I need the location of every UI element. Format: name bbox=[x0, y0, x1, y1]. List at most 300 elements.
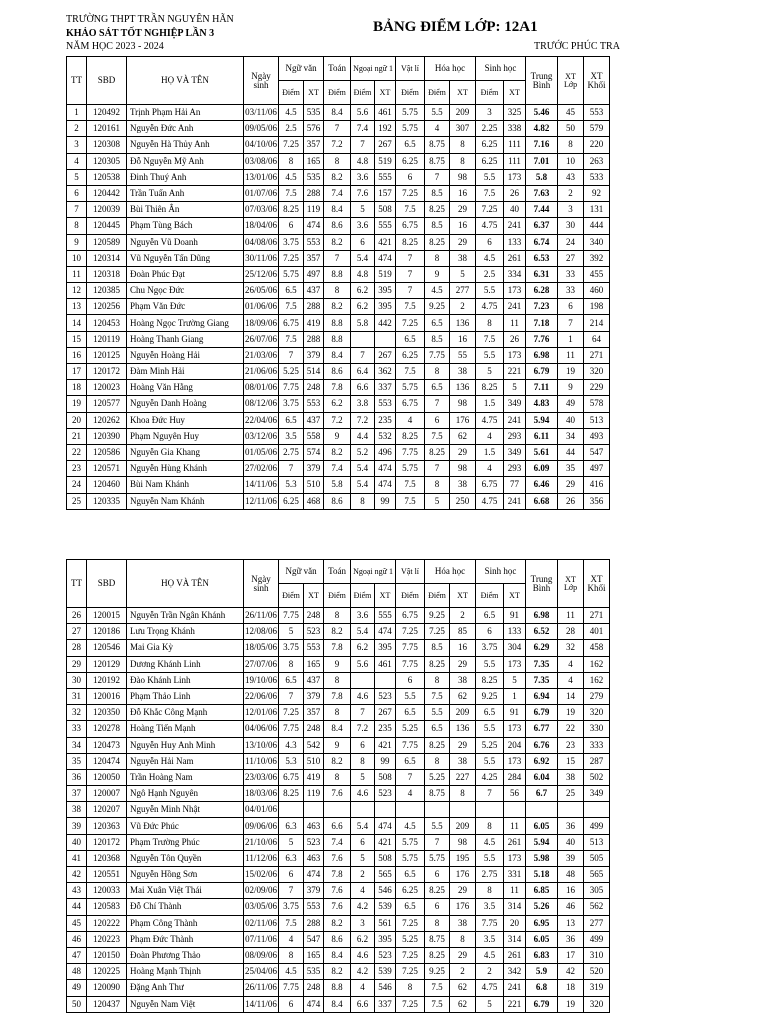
table-cell: 120546 bbox=[87, 640, 127, 656]
table-cell: 8.2 bbox=[324, 444, 351, 460]
table-cell: 5 bbox=[504, 380, 526, 396]
table-cell bbox=[425, 802, 450, 818]
table-cell: 510 bbox=[304, 477, 324, 493]
table-cell: 455 bbox=[584, 266, 610, 282]
table-cell: 120225 bbox=[87, 964, 127, 980]
table-cell: 7.25 bbox=[396, 624, 425, 640]
table-cell: 6.52 bbox=[526, 624, 558, 640]
table-cell: Đào Khánh Linh bbox=[127, 672, 244, 688]
table-cell: 8.75 bbox=[425, 153, 450, 169]
table-cell: 16 bbox=[450, 331, 476, 347]
header-biology: Sinh học bbox=[476, 560, 526, 584]
sub-score: Điểm bbox=[476, 81, 504, 105]
table-cell: 395 bbox=[375, 283, 396, 299]
table-cell: 38 bbox=[450, 250, 476, 266]
table-cell: 8.2 bbox=[324, 234, 351, 250]
table-cell: 461 bbox=[375, 656, 396, 672]
table-cell: 6.25 bbox=[476, 137, 504, 153]
table-cell: Đinh Thuý Anh bbox=[127, 169, 244, 185]
table-cell: 7.2 bbox=[324, 412, 351, 428]
table-cell: 6.6 bbox=[324, 818, 351, 834]
header-name: HỌ VÀ TÊN bbox=[127, 57, 244, 105]
table-cell: 241 bbox=[504, 218, 526, 234]
table-cell: 248 bbox=[304, 608, 324, 624]
table-cell: 8.25 bbox=[476, 672, 504, 688]
table-row bbox=[67, 428, 610, 444]
table-cell: 98 bbox=[450, 834, 476, 850]
table-cell: 6.25 bbox=[396, 883, 425, 899]
table-cell: 38 bbox=[558, 769, 584, 785]
table-cell: 8.75 bbox=[425, 786, 450, 802]
table-cell: 8 bbox=[324, 283, 351, 299]
table-cell: 19 bbox=[67, 396, 87, 412]
table-cell: 539 bbox=[375, 964, 396, 980]
table-cell: 62 bbox=[450, 428, 476, 444]
table-cell: 3.5 bbox=[476, 931, 504, 947]
table-cell: 6.5 bbox=[279, 672, 304, 688]
table-cell: Hoàng Tiến Mạnh bbox=[127, 721, 244, 737]
table-cell: 474 bbox=[375, 461, 396, 477]
table-cell: 553 bbox=[584, 105, 610, 121]
table-cell: 7.25 bbox=[279, 137, 304, 153]
table-cell: 555 bbox=[375, 169, 396, 185]
table-cell: 4.75 bbox=[476, 412, 504, 428]
table-cell: 38 bbox=[450, 753, 476, 769]
table-cell: 5.2 bbox=[351, 444, 375, 460]
table-cell: 5 bbox=[351, 202, 375, 218]
header-average: Trung Bình bbox=[526, 57, 558, 105]
table-cell: 576 bbox=[304, 121, 324, 137]
table-cell: 7.75 bbox=[279, 380, 304, 396]
table-cell: 120192 bbox=[87, 672, 127, 688]
table-cell: 349 bbox=[584, 786, 610, 802]
table-cell: 288 bbox=[304, 915, 324, 931]
table-cell: 7.16 bbox=[526, 137, 558, 153]
table-cell bbox=[279, 802, 304, 818]
table-cell: 26 bbox=[504, 185, 526, 201]
table-cell: 7.5 bbox=[279, 915, 304, 931]
table-cell: 8.25 bbox=[476, 380, 504, 396]
table-cell: 120453 bbox=[87, 315, 127, 331]
table-cell: 6.94 bbox=[526, 688, 558, 704]
table-cell: 5.25 bbox=[425, 769, 450, 785]
table-cell: 320 bbox=[584, 705, 610, 721]
table-cell: 277 bbox=[450, 283, 476, 299]
table-cell: 7.5 bbox=[396, 202, 425, 218]
table-cell: 26/11/06 bbox=[244, 980, 279, 996]
table-cell: 8.8 bbox=[324, 266, 351, 282]
table-cell: Mai Gia Kỳ bbox=[127, 640, 244, 656]
table-cell: 8.4 bbox=[324, 105, 351, 121]
table-cell: 7.5 bbox=[425, 980, 450, 996]
table-cell: Trịnh Phạm Hải An bbox=[127, 105, 244, 121]
table-cell bbox=[324, 802, 351, 818]
table-cell: 7 bbox=[396, 769, 425, 785]
table-cell: 338 bbox=[504, 121, 526, 137]
table-cell: 85 bbox=[450, 624, 476, 640]
table-cell: 6.53 bbox=[526, 250, 558, 266]
table-cell: 43 bbox=[558, 169, 584, 185]
table-cell: 6.25 bbox=[396, 153, 425, 169]
table-cell: 7.8 bbox=[324, 688, 351, 704]
table-cell: 32 bbox=[558, 640, 584, 656]
table-cell: 8 bbox=[476, 315, 504, 331]
table-cell: 7.63 bbox=[526, 185, 558, 201]
table-cell: 493 bbox=[584, 428, 610, 444]
table-cell: 120363 bbox=[87, 818, 127, 834]
table-cell: 7.5 bbox=[425, 996, 450, 1012]
review-status: TRƯỚC PHÚC TRA bbox=[534, 41, 620, 52]
table-cell: 8.25 bbox=[279, 786, 304, 802]
table-cell: 4 bbox=[558, 672, 584, 688]
table-cell: 288 bbox=[304, 299, 324, 315]
table-row bbox=[67, 915, 610, 931]
table-cell: 7.75 bbox=[396, 737, 425, 753]
table-cell: 520 bbox=[584, 964, 610, 980]
table-cell bbox=[375, 802, 396, 818]
table-cell: Vũ Đức Phúc bbox=[127, 818, 244, 834]
grade-table-1 bbox=[66, 56, 610, 510]
table-cell: 5.4 bbox=[351, 250, 375, 266]
table-cell: 8.8 bbox=[324, 980, 351, 996]
table-cell: 535 bbox=[304, 169, 324, 185]
table-cell: 11 bbox=[504, 883, 526, 899]
table-cell: Đoàn Phúc Đạt bbox=[127, 266, 244, 282]
table-cell: 8 bbox=[425, 672, 450, 688]
table-cell: 77 bbox=[504, 477, 526, 493]
table-row bbox=[67, 996, 610, 1012]
table-cell: 43 bbox=[67, 883, 87, 899]
table-cell: 305 bbox=[584, 883, 610, 899]
table-cell: 502 bbox=[584, 769, 610, 785]
table-cell: 8.25 bbox=[425, 947, 450, 963]
table-cell: 08/01/06 bbox=[244, 380, 279, 396]
table-cell: 120577 bbox=[87, 396, 127, 412]
table-cell: 133 bbox=[504, 234, 526, 250]
table-cell: 5.75 bbox=[396, 105, 425, 121]
table-cell: 6.28 bbox=[526, 283, 558, 299]
table-cell: 120318 bbox=[87, 266, 127, 282]
table-row bbox=[67, 364, 610, 380]
header-foreign: Ngoại ngữ 1 bbox=[351, 560, 396, 584]
table-cell: 437 bbox=[304, 283, 324, 299]
table-cell: 11/10/06 bbox=[244, 753, 279, 769]
table-cell: 11 bbox=[558, 347, 584, 363]
table-cell: 5.46 bbox=[526, 105, 558, 121]
table-cell: Phạm Công Thành bbox=[127, 915, 244, 931]
table-cell: Trần Tuấn Anh bbox=[127, 185, 244, 201]
table-cell: 6 bbox=[425, 412, 450, 428]
table-cell: 539 bbox=[375, 899, 396, 915]
table-cell: 5.25 bbox=[396, 721, 425, 737]
table-cell: 120222 bbox=[87, 915, 127, 931]
table-cell: 250 bbox=[450, 493, 476, 509]
table-cell: 56 bbox=[504, 786, 526, 802]
table-cell: 437 bbox=[304, 672, 324, 688]
table-row bbox=[67, 980, 610, 996]
table-cell: 119 bbox=[304, 202, 324, 218]
sub-score: Điểm bbox=[425, 584, 450, 608]
table-cell: 7.25 bbox=[396, 315, 425, 331]
table-cell: 463 bbox=[304, 818, 324, 834]
table-cell: 26 bbox=[67, 608, 87, 624]
table-cell: 248 bbox=[304, 980, 324, 996]
table-cell: 4.4 bbox=[351, 428, 375, 444]
table-cell: 20 bbox=[67, 412, 87, 428]
table-cell: 176 bbox=[450, 412, 476, 428]
table-cell: 395 bbox=[375, 299, 396, 315]
table-cell: 8.8 bbox=[324, 331, 351, 347]
table-cell: 29 bbox=[558, 477, 584, 493]
table-cell: 7.75 bbox=[476, 915, 504, 931]
table-cell: Nguyễn Trần Ngân Khánh bbox=[127, 608, 244, 624]
table-row bbox=[67, 656, 610, 672]
table-cell: 565 bbox=[584, 867, 610, 883]
table-cell: 6.5 bbox=[476, 608, 504, 624]
table-cell: 195 bbox=[450, 850, 476, 866]
table-cell: 320 bbox=[584, 996, 610, 1012]
table-cell: 4 bbox=[279, 931, 304, 947]
table-cell: 173 bbox=[504, 347, 526, 363]
table-cell: 6.77 bbox=[526, 721, 558, 737]
table-cell: 17 bbox=[558, 947, 584, 963]
table-cell: 41 bbox=[67, 850, 87, 866]
table-cell: 8.25 bbox=[425, 737, 450, 753]
table-cell: 553 bbox=[375, 396, 396, 412]
table-cell: 6.79 bbox=[526, 364, 558, 380]
table-cell: 16 bbox=[67, 347, 87, 363]
table-cell bbox=[396, 802, 425, 818]
table-cell: 6.5 bbox=[396, 899, 425, 915]
table-cell: 8 bbox=[476, 818, 504, 834]
table-cell: 334 bbox=[504, 266, 526, 282]
table-cell: 40 bbox=[504, 202, 526, 218]
table-cell: 5.5 bbox=[425, 818, 450, 834]
table-cell: 2 bbox=[558, 185, 584, 201]
header-physics: Vật lí bbox=[396, 57, 425, 81]
table-row bbox=[67, 299, 610, 315]
table-cell: 11 bbox=[504, 315, 526, 331]
table-cell: 4.5 bbox=[476, 947, 504, 963]
table-cell: 8 bbox=[558, 137, 584, 153]
table-cell: 8 bbox=[450, 786, 476, 802]
table-cell: 5.9 bbox=[526, 964, 558, 980]
table-cell: 01/06/06 bbox=[244, 299, 279, 315]
table-cell: 7.2 bbox=[324, 137, 351, 153]
table-cell: Dương Khánh Linh bbox=[127, 656, 244, 672]
table-cell: 8.2 bbox=[324, 624, 351, 640]
table-cell: 499 bbox=[584, 818, 610, 834]
table-cell: Hoàng Văn Hằng bbox=[127, 380, 244, 396]
table-cell: 4 bbox=[425, 121, 450, 137]
table-cell: 21/06/06 bbox=[244, 364, 279, 380]
table-cell: 36 bbox=[558, 931, 584, 947]
table-cell: 11 bbox=[504, 818, 526, 834]
table-cell: 7.5 bbox=[396, 364, 425, 380]
table-row bbox=[67, 883, 610, 899]
table-cell: 3.75 bbox=[279, 234, 304, 250]
table-cell: 08/09/06 bbox=[244, 947, 279, 963]
table-cell: Nguyễn Hồng Sơn bbox=[127, 867, 244, 883]
table-row bbox=[67, 737, 610, 753]
table-cell: 5.8 bbox=[351, 315, 375, 331]
table-cell: 120571 bbox=[87, 461, 127, 477]
table-cell: 48 bbox=[67, 964, 87, 980]
table-cell: 08/12/06 bbox=[244, 396, 279, 412]
table-cell: 6 bbox=[67, 185, 87, 201]
table-cell: 7.11 bbox=[526, 380, 558, 396]
table-cell: 120460 bbox=[87, 477, 127, 493]
table-cell: 91 bbox=[504, 705, 526, 721]
table-cell: 7 bbox=[351, 347, 375, 363]
table-cell: 120390 bbox=[87, 428, 127, 444]
header-literature: Ngữ văn bbox=[279, 57, 324, 81]
table-cell: 120492 bbox=[87, 105, 127, 121]
sub-rank: XT bbox=[375, 584, 396, 608]
table-cell: 29 bbox=[450, 444, 476, 460]
table-row bbox=[67, 672, 610, 688]
table-cell: 6.79 bbox=[526, 996, 558, 1012]
table-cell: Nguyễn Minh Nhật bbox=[127, 802, 244, 818]
table-cell: 98 bbox=[450, 169, 476, 185]
table-cell: 120589 bbox=[87, 234, 127, 250]
table-cell: 271 bbox=[584, 347, 610, 363]
table-cell: 546 bbox=[375, 883, 396, 899]
table-row bbox=[67, 477, 610, 493]
table-cell: 513 bbox=[584, 834, 610, 850]
table-cell: 8 bbox=[324, 672, 351, 688]
table-cell: 13 bbox=[67, 299, 87, 315]
table-cell: 120007 bbox=[87, 786, 127, 802]
table-cell: Nguyễn Danh Hoàng bbox=[127, 396, 244, 412]
table-cell: 7.6 bbox=[324, 883, 351, 899]
table-cell: 553 bbox=[304, 234, 324, 250]
table-cell: 13/01/06 bbox=[244, 169, 279, 185]
table-cell: 9 bbox=[558, 380, 584, 396]
table-cell: 55 bbox=[450, 347, 476, 363]
table-cell: Đoàn Phương Thảo bbox=[127, 947, 244, 963]
table-cell: 1 bbox=[504, 688, 526, 704]
table-cell: 535 bbox=[304, 105, 324, 121]
table-cell: 8.4 bbox=[324, 947, 351, 963]
table-cell: 120015 bbox=[87, 608, 127, 624]
table-cell: 7.25 bbox=[396, 185, 425, 201]
header-chemistry: Hóa học bbox=[425, 560, 476, 584]
table-cell: 9.25 bbox=[425, 608, 450, 624]
table-cell: 8.25 bbox=[396, 428, 425, 444]
table-cell: 6.05 bbox=[526, 931, 558, 947]
table-cell: 4.8 bbox=[351, 153, 375, 169]
table-cell: 533 bbox=[584, 169, 610, 185]
table-cell: 3.5 bbox=[279, 428, 304, 444]
table-cell: 6.75 bbox=[396, 218, 425, 234]
table-cell: 6.5 bbox=[396, 753, 425, 769]
table-cell: 419 bbox=[304, 315, 324, 331]
table-cell: 4.5 bbox=[425, 283, 450, 299]
table-cell: 16 bbox=[450, 185, 476, 201]
table-cell: 214 bbox=[584, 315, 610, 331]
table-cell: 2 bbox=[450, 299, 476, 315]
table-cell: 5 bbox=[67, 169, 87, 185]
table-cell: 7.5 bbox=[396, 477, 425, 493]
table-cell: 5.4 bbox=[351, 624, 375, 640]
table-cell: 98 bbox=[450, 461, 476, 477]
table-cell: 8.6 bbox=[324, 493, 351, 509]
table-cell: 4.83 bbox=[526, 396, 558, 412]
table-cell: 7 bbox=[425, 834, 450, 850]
table-cell: 120305 bbox=[87, 153, 127, 169]
table-cell: 277 bbox=[584, 915, 610, 931]
table-cell: 173 bbox=[504, 169, 526, 185]
table-cell: 27/07/06 bbox=[244, 656, 279, 672]
table-cell: Đàm Minh Hải bbox=[127, 364, 244, 380]
table-cell: 7.25 bbox=[425, 624, 450, 640]
table-cell: 3.6 bbox=[351, 608, 375, 624]
header-sbd: SBD bbox=[87, 560, 127, 608]
table-cell: 553 bbox=[304, 899, 324, 915]
table-cell: 15 bbox=[67, 331, 87, 347]
table-cell: 173 bbox=[504, 850, 526, 866]
table-cell: 25 bbox=[67, 493, 87, 509]
table-cell: 241 bbox=[504, 412, 526, 428]
table-cell: 5.25 bbox=[279, 364, 304, 380]
table-cell: 8.5 bbox=[425, 185, 450, 201]
table-cell: 99 bbox=[375, 753, 396, 769]
table-cell: 1 bbox=[67, 105, 87, 121]
table-cell: 6.5 bbox=[476, 705, 504, 721]
table-cell: 44 bbox=[558, 444, 584, 460]
table-cell bbox=[558, 802, 584, 818]
table-row bbox=[67, 850, 610, 866]
table-cell: 555 bbox=[375, 218, 396, 234]
table-cell: 8.5 bbox=[425, 640, 450, 656]
table-cell: 120119 bbox=[87, 331, 127, 347]
table-cell: 136 bbox=[450, 315, 476, 331]
table-cell: 7.18 bbox=[526, 315, 558, 331]
table-cell: 8 bbox=[450, 153, 476, 169]
table-cell: 7.25 bbox=[279, 705, 304, 721]
table-cell: 4.5 bbox=[476, 834, 504, 850]
table-cell: 38 bbox=[450, 915, 476, 931]
table-cell: 227 bbox=[450, 769, 476, 785]
table-cell: 7 bbox=[425, 461, 450, 477]
header-average: Trung Bình bbox=[526, 560, 558, 608]
table-cell: 11/12/06 bbox=[244, 850, 279, 866]
table-cell: 6.5 bbox=[396, 705, 425, 721]
table-cell: 267 bbox=[375, 137, 396, 153]
table-cell: 5 bbox=[504, 672, 526, 688]
table-cell: 288 bbox=[304, 331, 324, 347]
table-cell: 7 bbox=[279, 461, 304, 477]
table-row bbox=[67, 105, 610, 121]
table-cell: 4.8 bbox=[351, 266, 375, 282]
table-cell: 120437 bbox=[87, 996, 127, 1012]
table-cell: 4 bbox=[476, 461, 504, 477]
table-cell: 15 bbox=[558, 753, 584, 769]
table-cell: 192 bbox=[375, 121, 396, 137]
sub-score: Điểm bbox=[351, 584, 375, 608]
header-name: HỌ VÀ TÊN bbox=[127, 560, 244, 608]
sub-rank: XT bbox=[450, 81, 476, 105]
table-cell: 120186 bbox=[87, 624, 127, 640]
table-cell: 22 bbox=[67, 444, 87, 460]
table-cell: 23 bbox=[67, 461, 87, 477]
table-cell: 7 bbox=[396, 283, 425, 299]
table-cell: 553 bbox=[304, 396, 324, 412]
table-cell: 62 bbox=[450, 980, 476, 996]
table-cell: 173 bbox=[504, 283, 526, 299]
table-cell: 9.25 bbox=[476, 688, 504, 704]
